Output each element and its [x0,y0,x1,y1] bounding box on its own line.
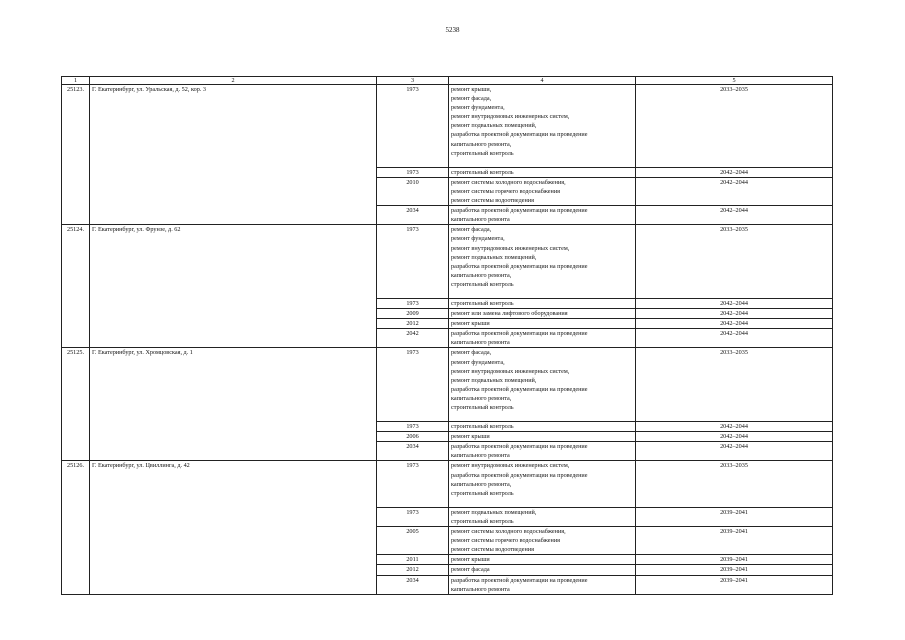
work-type-cell: ремонт подвальных помещений, строительный контроль [449,507,636,526]
work-type-cell: разработка проектной документации на проведение капитального ремонта [449,442,636,461]
work-type-cell: ремонт системы холодного водоснабжения, ремонт системы горячего водоснабжения ремонт системы водоотведения [449,527,636,555]
work-type-cell: ремонт крыши [449,555,636,565]
year-cell: 2012 [377,565,449,575]
column-header-4: 4 [449,77,636,85]
year-cell: 2042 [377,329,449,348]
work-type-cell: ремонт фасада, ремонт фундамента, ремонт внутридомовых инженерных систем, ремонт подвальных помещений, разработка проектной документации на проведение капитального ремонта, строительный контроль [449,225,636,299]
work-type-cell: ремонт внутридомовых инженерных систем, разработка проектной документации на проведение капитального ремонта, строительный контроль [449,461,636,507]
work-type-cell: ремонт крыши [449,319,636,329]
entry-number: 25126. [62,461,90,594]
year-cell: 2005 [377,527,449,555]
year-cell: 1973 [377,298,449,308]
period-cell: 2033–2035 [636,225,833,299]
column-number-row [62,77,833,85]
work-type-cell: ремонт крыши, ремонт фасада, ремонт фундамента, ремонт внутридомовых инженерных систем, ремонт подвальных помещений, разработка проектной документации на проведение капитального ремонта, строительный контроль [449,85,636,168]
period-cell: 2042–2044 [636,442,833,461]
table-row [62,225,833,299]
repair-schedule-table [61,76,833,595]
period-cell: 2042–2044 [636,432,833,442]
work-type-cell: ремонт или замена лифтового оборудования [449,309,636,319]
work-type-cell: строительный контроль [449,167,636,177]
work-type-cell: строительный контроль [449,422,636,432]
period-cell: 2042–2044 [636,298,833,308]
work-type-cell: разработка проектной документации на проведение капитального ремонта [449,575,636,594]
period-cell: 2042–2044 [636,319,833,329]
entry-address: Г. Екатеринбург, ул. Цвиллинга, д. 42 [90,461,377,594]
column-header-1: 1 [62,77,90,85]
year-cell: 2009 [377,309,449,319]
period-cell: 2039–2041 [636,527,833,555]
period-cell: 2042–2044 [636,206,833,225]
entry-number: 25124. [62,225,90,348]
work-type-cell: разработка проектной документации на проведение капитального ремонта [449,206,636,225]
column-header-5: 5 [636,77,833,85]
period-cell: 2042–2044 [636,329,833,348]
column-header-2: 2 [90,77,377,85]
year-cell: 1973 [377,461,449,507]
period-cell: 2042–2044 [636,177,833,205]
column-header-3: 3 [377,77,449,85]
period-cell: 2042–2044 [636,422,833,432]
period-cell: 2033–2035 [636,461,833,507]
year-cell: 2006 [377,432,449,442]
table-row [62,348,833,422]
year-cell: 1973 [377,225,449,299]
year-cell: 2011 [377,555,449,565]
period-cell: 2039–2041 [636,555,833,565]
period-cell: 2042–2044 [636,167,833,177]
year-cell: 2012 [377,319,449,329]
entry-number: 25125. [62,348,90,461]
year-cell: 1973 [377,348,449,422]
period-cell: 2042–2044 [636,309,833,319]
table-row [62,85,833,168]
year-cell: 2034 [377,575,449,594]
period-cell: 2033–2035 [636,85,833,168]
entry-address: Г. Екатеринбург, ул. Хромцовская, д. 1 [90,348,377,461]
period-cell: 2039–2041 [636,575,833,594]
period-cell: 2039–2041 [636,565,833,575]
year-cell: 2010 [377,177,449,205]
year-cell: 2034 [377,442,449,461]
year-cell: 2034 [377,206,449,225]
page-number: 5238 [445,26,460,34]
year-cell: 1973 [377,85,449,168]
entry-number: 25123. [62,85,90,225]
entry-address: Г. Екатеринбург, ул. Уральская, д. 52, кор. 3 [90,85,377,225]
work-type-cell: ремонт фасада, ремонт фундамента, ремонт внутридомовых инженерных систем, ремонт подвальных помещений, разработка проектной документации на проведение капитального ремонта, строительный контроль [449,348,636,422]
year-cell: 1973 [377,507,449,526]
work-type-cell: ремонт системы холодного водоснабжения, ремонт системы горячего водоснабжения ремонт системы водоотведения [449,177,636,205]
work-type-cell: строительный контроль [449,298,636,308]
work-type-cell: ремонт фасада [449,565,636,575]
year-cell: 1973 [377,422,449,432]
year-cell: 1973 [377,167,449,177]
table-row [62,461,833,507]
work-type-cell: разработка проектной документации на проведение капитального ремонта [449,329,636,348]
period-cell: 2039–2041 [636,507,833,526]
work-type-cell: ремонт крыши [449,432,636,442]
entry-address: Г. Екатеринбург, ул. Фрунзе, д. 62 [90,225,377,348]
period-cell: 2033–2035 [636,348,833,422]
table-body [62,77,833,595]
